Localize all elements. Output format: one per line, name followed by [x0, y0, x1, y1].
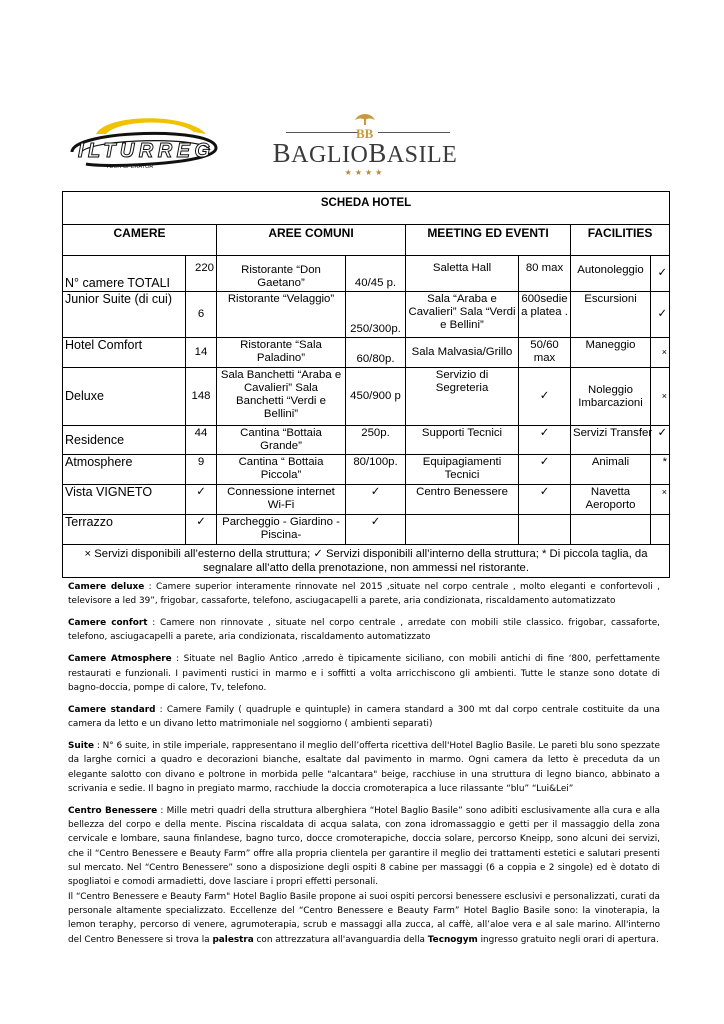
table-row — [63, 426, 670, 455]
logo-rule-left — [286, 132, 358, 133]
table-row — [63, 455, 670, 485]
camera-name: Vista VIGNETO — [63, 485, 186, 515]
meeting-room: Centro Benessere — [406, 485, 519, 515]
cross-icon: × — [651, 485, 670, 515]
facility-symbol — [651, 515, 670, 545]
camera-name: N° camere TOTALI — [63, 256, 186, 292]
area-name: Ristorante “Don Gaetano” — [217, 256, 346, 292]
star-rating-icon: ★★★★ — [344, 168, 386, 177]
check-icon: ✓ — [519, 485, 571, 515]
camera-name: Deluxe — [63, 368, 186, 426]
table-title: SCHEDA HOTEL — [63, 192, 670, 225]
facility-name: Autonoleggio — [571, 256, 651, 292]
check-icon: ✓ — [346, 515, 406, 545]
camera-count: 6 — [186, 292, 217, 338]
desc-label: Camere Atmosphere — [68, 654, 172, 665]
room-descriptions — [68, 580, 660, 954]
cross-icon: × — [651, 338, 670, 368]
desc-benessere — [68, 804, 660, 890]
tecnogym-label: Tecnogym — [427, 934, 478, 945]
table-row — [63, 515, 670, 545]
desc-text: : N° 6 suite, in stile imperiale, rappresentano il meglio dell’offerta ricettiva dell'Hotel Baglio Basile. Le pareti blu sono spezzate da larghe cornici a quadro e decorazioni bianche, esaltate dal pavimento in marmo. Ogni camera da letto è preceduta da un elegante salotto con divano e poltrone in morbida pelle "alcantara" beige, racchiuse in una struttura di legno bianco, abbinato a scrivania e sedie. Il bagno in pregiato marmo, racchiude la doccia cromoterapica a luce rilassante “blu” “Lui&Lei” — [68, 741, 660, 794]
meeting-room: Servizio di Segreteria — [406, 368, 519, 426]
area-name: Ristorante “Velaggio” — [217, 292, 346, 338]
table-row — [63, 256, 670, 292]
meeting-room: Sala “Araba e Cavalieri” Sala “Verdi e Bellini” — [406, 292, 519, 338]
cross-icon: × — [651, 368, 670, 426]
area-name: Sala Banchetti “Araba e Cavalieri” Sala Banchetti “Verdi e Bellini” — [217, 368, 346, 426]
svg-text:BB: BB — [356, 126, 374, 141]
area-name: Cantina “Bottaia Grande” — [217, 426, 346, 455]
table-row — [63, 338, 670, 368]
check-icon: ✓ — [651, 256, 670, 292]
logo-rule-right — [378, 132, 450, 133]
table-row — [63, 368, 670, 426]
check-icon: ✓ — [519, 455, 571, 485]
area-name: Cantina “ Bottaia Piccola” — [217, 455, 346, 485]
desc-label: Camere confort — [68, 618, 148, 629]
baglio-basile-logo — [270, 112, 460, 184]
baglio-basile-wordmark: BAGLIOBASILE — [272, 138, 458, 168]
desc-text: : Camere Family ( quadruple e quintuple) in camera standard a 300 mt dal corpo centrale costituite da una camera da letto e un divano letto matrimoniale nel soggiorno ( ambienti separati) — [68, 704, 660, 730]
check-icon: ✓ — [186, 515, 217, 545]
table-row — [63, 292, 670, 338]
facility-name: Navetta Aeroporto — [571, 485, 651, 515]
meeting-room: Equipagiamenti Tecnici — [406, 455, 519, 485]
desc-text: : Mille metri quadri della struttura alberghiera “Hotel Baglio Basile” sono adibiti esclusivamente alla cura e alla bellezza del corpo e della mente. Piscina riscaldata di acqua salata, con zona idromassaggio e getti per il massaggio della zona cervicale e lombare, sauna finlandese, bagno turco, docce cromoterapiche, doccia solare, percorso Kneipp, sono alcuni dei servizi, che il “Centro Benessere e Beauty Farm” offre alla propria clientela per garantire il meglio dei trattamenti estetici e salutari presenti sul mercato. Nel “Centro Benessere” sono a disposizione degli ospiti 8 cabine per massaggi (6 a coppia e 2 singole) ed è dotato di spogliatoi e comodi armadietti, dove lasciare i propri effetti personali. — [68, 805, 660, 888]
meeting-room — [406, 515, 519, 545]
asterisk-icon: * — [651, 455, 670, 485]
meeting-capacity: 80 max — [519, 256, 571, 292]
area-capacity: 60/80p. — [346, 338, 406, 368]
ilturreg-logo-graphic — [66, 112, 222, 174]
desc-text: : Situate nel Baglio Antico ,arredo è tipicamente siciliano, con mobili antichi di fine ‘800, perfettamente restaurati e funzionali. I pavimenti rustici in marmo e i soffitti a volta arricchiscono gli ambienti. Tutte le stanze sono dotate di bagno-doccia, pompe di calore, Tv, telefono. — [68, 654, 660, 693]
area-capacity: 80/100p. — [346, 455, 406, 485]
ilturreg-logo — [66, 112, 222, 174]
palestra-label: palestra — [212, 934, 254, 945]
desc-suite — [68, 739, 660, 796]
check-icon: ✓ — [346, 485, 406, 515]
desc-text: : Camere superior interamente rinnovate nel 2015 ,situate nel corpo centrale , molto eleganti e confortevoli , televisore a led 39”, frigobar, cassaforte, telefono, asciugacapelli a parete, aria condizionata, riscaldamento automatizzato — [68, 582, 661, 607]
header-camere: CAMERE — [63, 225, 217, 256]
desc-text: Il “Centro Benessere e Beauty Farm" Hotel Baglio Basile propone ai suoi ospiti percorsi benessere esclusivi e personalizzati, curati da personale altamente specializzato. Eccellenze del “Centro Benessere e Beauty Farm” Hotel Baglio Basile sono: la vinoterapia, la lemon teraphy, percorso di venere, agrumoterapia, scrub e massaggi alla zucca, al caffè, all’aloe vera e al sale marino. All'interno del Centro Benessere si trova la — [68, 891, 660, 945]
header-meeting: MEETING ED EVENTI — [406, 225, 571, 256]
check-icon: ✓ — [651, 426, 670, 455]
camera-count: 14 — [186, 338, 217, 368]
camera-count: 9 — [186, 455, 217, 485]
facility-name: Servizi Transfer — [571, 426, 651, 455]
check-icon: ✓ — [186, 485, 217, 515]
desc-label: Suite — [68, 741, 95, 752]
meeting-capacity — [519, 515, 571, 545]
scheda-hotel-table — [62, 191, 670, 578]
meeting-room: Sala Malvasia/Grillo — [406, 338, 519, 368]
meeting-room: Saletta Hall — [406, 256, 519, 292]
area-capacity: 250/300p. — [346, 292, 406, 338]
area-capacity: 40/45 p. — [346, 256, 406, 292]
svg-text:ILTURREG: ILTURREG — [78, 140, 210, 162]
camera-name: Atmosphere — [63, 455, 186, 485]
table-legend: × Servizi disponibili all’esterno della struttura; ✓ Servizi disponibili all’interno della struttura; * Di piccola taglia, da segnalare all’atto della prenotazione, non ammessi nel ristorante. — [63, 545, 670, 578]
desc-label: Camere standard — [68, 704, 156, 715]
desc-standard — [68, 703, 660, 732]
check-icon: ✓ — [519, 368, 571, 426]
camera-name: Residence — [63, 426, 186, 455]
desc-confort — [68, 616, 660, 645]
header-facilities: FACILITIES — [571, 225, 670, 256]
facility-name: Noleggio Imbarcazioni — [571, 368, 651, 426]
desc-text: con attrezzatura all'avanguardia della — [253, 934, 428, 945]
desc-label: Centro Benessere — [68, 805, 158, 816]
meeting-room: Supporti Tecnici — [406, 426, 519, 455]
meeting-capacity: 600sedie a platea . — [519, 292, 571, 338]
facility-name: Animali — [571, 455, 651, 485]
desc-label: Camere deluxe — [68, 582, 145, 592]
area-name: Parcheggio - Giardino - Piscina- — [217, 515, 346, 545]
table-row — [63, 485, 670, 515]
area-name: Connessione internet Wi-Fi — [217, 485, 346, 515]
facility-name: Maneggio — [571, 338, 651, 368]
desc-text: ingresso gratuito negli orari di apertura. — [477, 934, 659, 945]
check-icon: ✓ — [519, 426, 571, 455]
svg-text:TOUR OPERATOR: TOUR OPERATOR — [106, 164, 154, 170]
camera-count: 44 — [186, 426, 217, 455]
desc-deluxe — [68, 580, 660, 609]
check-icon: ✓ — [651, 292, 670, 338]
area-capacity: 250p. — [346, 426, 406, 455]
meeting-capacity: 50/60 max — [519, 338, 571, 368]
desc-beauty-farm — [68, 890, 660, 947]
camera-name: Terrazzo — [63, 515, 186, 545]
camera-count: 148 — [186, 368, 217, 426]
area-capacity: 450/900 p — [346, 368, 406, 426]
facility-name: Escursioni — [571, 292, 651, 338]
desc-text: : Camere non rinnovate , situate nel corpo centrale , arredate con mobili stile classico. frigobar, cassaforte, telefono, asciugacapelli a parete, aria condizionata, riscaldamento automatizzato — [68, 618, 660, 643]
desc-atmosphere — [68, 652, 660, 695]
area-name: Ristorante “Sala Paladino” — [217, 338, 346, 368]
camera-name: Hotel Comfort — [63, 338, 186, 368]
facility-name — [571, 515, 651, 545]
camera-name: Junior Suite (di cui) — [63, 292, 186, 338]
header-aree-comuni: AREE COMUNI — [217, 225, 406, 256]
camera-count: 220 — [186, 256, 217, 292]
